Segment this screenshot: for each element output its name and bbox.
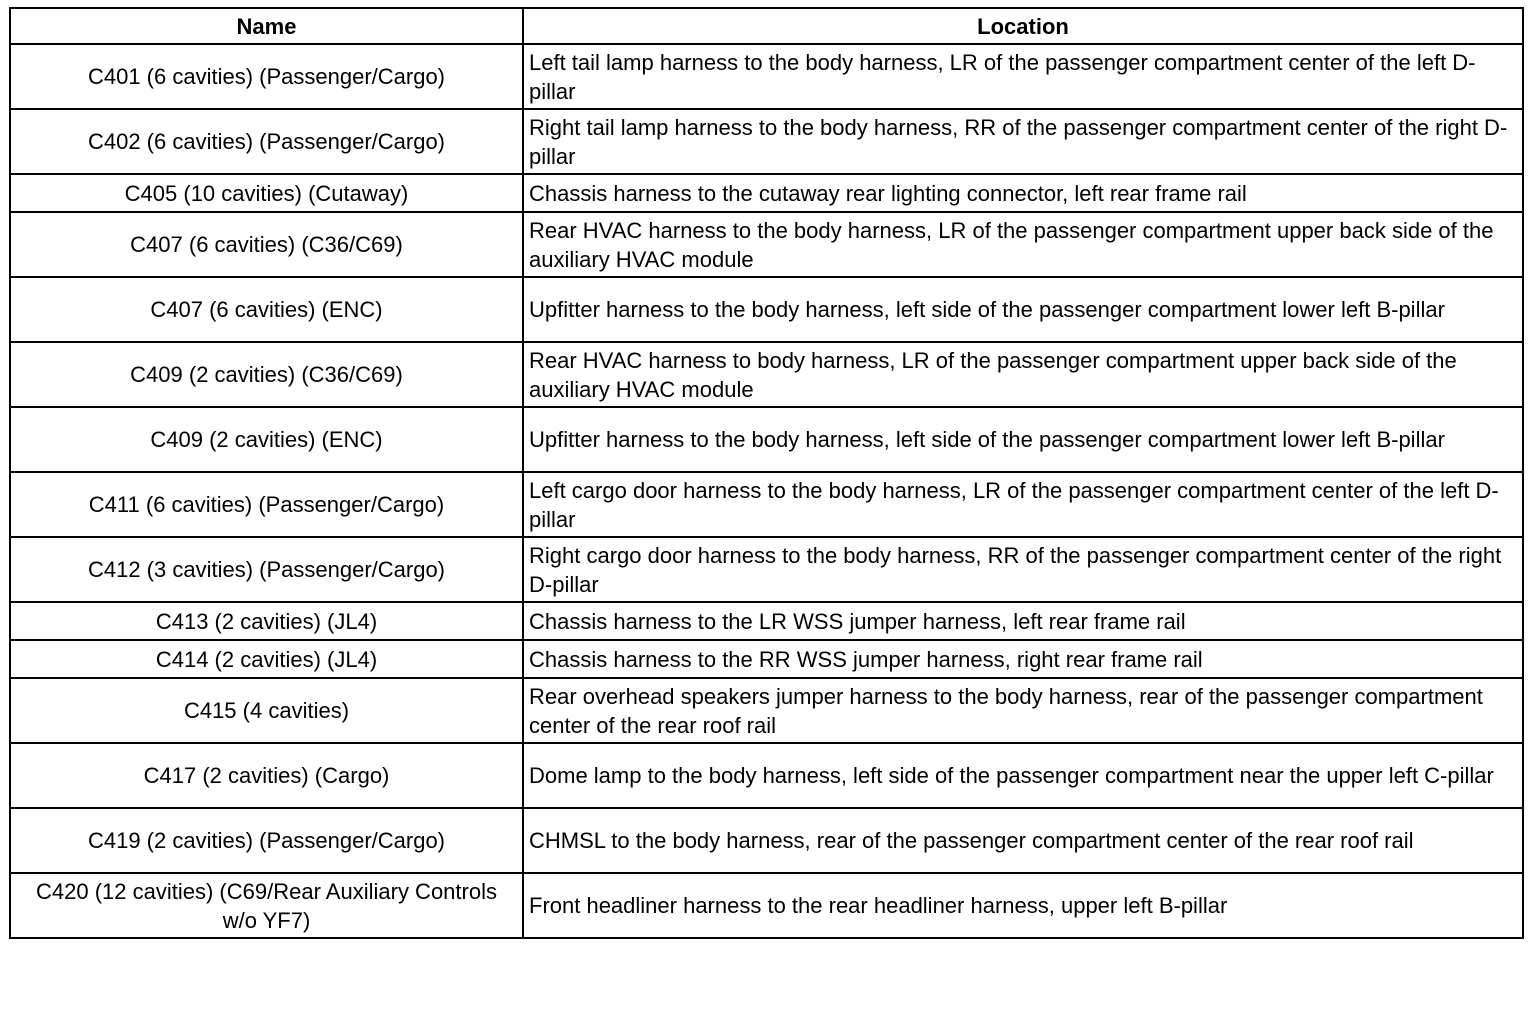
connector-name-cell: C407 (6 cavities) (C36/C69)	[10, 212, 523, 277]
column-header-name: Name	[10, 8, 523, 44]
connector-name-cell: C402 (6 cavities) (Passenger/Cargo)	[10, 109, 523, 174]
connector-name-cell: C407 (6 cavities) (ENC)	[10, 277, 523, 342]
connector-location-cell: Right cargo door harness to the body harness, RR of the passenger compartment center of the right D-pillar	[523, 537, 1523, 602]
connector-name-cell: C412 (3 cavities) (Passenger/Cargo)	[10, 537, 523, 602]
connector-location-cell: Rear overhead speakers jumper harness to the body harness, rear of the passenger compartment center of the rear roof rail	[523, 678, 1523, 743]
connector-name-cell: C401 (6 cavities) (Passenger/Cargo)	[10, 44, 523, 109]
connector-location-table	[9, 7, 1524, 939]
connector-location-cell: CHMSL to the body harness, rear of the passenger compartment center of the rear roof rail	[523, 808, 1523, 873]
connector-name-cell: C411 (6 cavities) (Passenger/Cargo)	[10, 472, 523, 537]
connector-name-cell: C405 (10 cavities) (Cutaway)	[10, 174, 523, 212]
connector-location-cell: Upfitter harness to the body harness, left side of the passenger compartment lower left B-pillar	[523, 407, 1523, 472]
table-row	[10, 873, 1523, 938]
connector-location-cell: Front headliner harness to the rear headliner harness, upper left B-pillar	[523, 873, 1523, 938]
connector-name-cell: C414 (2 cavities) (JL4)	[10, 640, 523, 678]
column-header-location: Location	[523, 8, 1523, 44]
connector-location-cell: Chassis harness to the LR WSS jumper harness, left rear frame rail	[523, 602, 1523, 640]
connector-name-cell: C409 (2 cavities) (C36/C69)	[10, 342, 523, 407]
table-row	[10, 678, 1523, 743]
table-row	[10, 472, 1523, 537]
table-row	[10, 342, 1523, 407]
table-row	[10, 808, 1523, 873]
table-row	[10, 743, 1523, 808]
table-row	[10, 174, 1523, 212]
connector-location-cell: Upfitter harness to the body harness, left side of the passenger compartment lower left B-pillar	[523, 277, 1523, 342]
table-row	[10, 537, 1523, 602]
table-row	[10, 640, 1523, 678]
table-row	[10, 407, 1523, 472]
table-header-row	[10, 8, 1523, 44]
connector-name-cell: C417 (2 cavities) (Cargo)	[10, 743, 523, 808]
connector-location-cell: Chassis harness to the cutaway rear lighting connector, left rear frame rail	[523, 174, 1523, 212]
connector-location-cell: Right tail lamp harness to the body harness, RR of the passenger compartment center of the right D-pillar	[523, 109, 1523, 174]
table-row	[10, 109, 1523, 174]
connector-name-cell: C419 (2 cavities) (Passenger/Cargo)	[10, 808, 523, 873]
table-body	[10, 44, 1523, 938]
connector-name-cell: C420 (12 cavities) (C69/Rear Auxiliary Controls w/o YF7)	[10, 873, 523, 938]
connector-location-cell: Rear HVAC harness to body harness, LR of the passenger compartment upper back side of the auxiliary HVAC module	[523, 342, 1523, 407]
connector-name-cell: C413 (2 cavities) (JL4)	[10, 602, 523, 640]
table-row	[10, 602, 1523, 640]
connector-location-cell: Dome lamp to the body harness, left side of the passenger compartment near the upper left C-pillar	[523, 743, 1523, 808]
connector-location-cell: Chassis harness to the RR WSS jumper harness, right rear frame rail	[523, 640, 1523, 678]
table-row	[10, 44, 1523, 109]
table-row	[10, 277, 1523, 342]
connector-location-cell: Left tail lamp harness to the body harness, LR of the passenger compartment center of the left D-pillar	[523, 44, 1523, 109]
table-row	[10, 212, 1523, 277]
connector-location-cell: Rear HVAC harness to the body harness, LR of the passenger compartment upper back side of the auxiliary HVAC module	[523, 212, 1523, 277]
connector-name-cell: C415 (4 cavities)	[10, 678, 523, 743]
connector-location-cell: Left cargo door harness to the body harness, LR of the passenger compartment center of the left D-pillar	[523, 472, 1523, 537]
connector-name-cell: C409 (2 cavities) (ENC)	[10, 407, 523, 472]
